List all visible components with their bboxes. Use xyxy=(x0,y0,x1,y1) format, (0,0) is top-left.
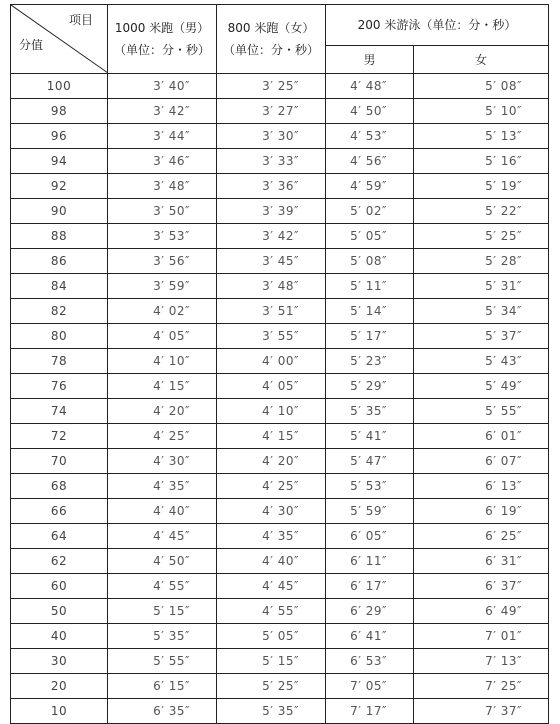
swim-male-cell: 4′ 56″ xyxy=(326,149,414,174)
run800-cell: 4′ 20″ xyxy=(217,449,326,474)
run1000-cell: 4′ 15″ xyxy=(108,374,217,399)
diagonal-header-cell xyxy=(11,5,108,74)
run1000-cell: 5′ 55″ xyxy=(108,649,217,674)
run800-cell: 4′ 45″ xyxy=(217,574,326,599)
table-row xyxy=(11,399,549,424)
run800-cell: 4′ 00″ xyxy=(217,349,326,374)
swim-male-cell: 6′ 05″ xyxy=(326,524,414,549)
run1000-title: 1000 米跑（男） xyxy=(114,21,210,35)
swim-male-cell: 6′ 53″ xyxy=(326,649,414,674)
swim-female-cell: 5′ 28″ xyxy=(414,249,549,274)
score-cell: 10 xyxy=(11,699,108,724)
swim-female-cell: 5′ 55″ xyxy=(414,399,549,424)
run800-cell: 4′ 40″ xyxy=(217,549,326,574)
score-cell: 40 xyxy=(11,624,108,649)
run800-cell: 5′ 25″ xyxy=(217,674,326,699)
swim-female-cell: 5′ 37″ xyxy=(414,324,549,349)
run800-cell: 3′ 33″ xyxy=(217,149,326,174)
run800-cell: 4′ 15″ xyxy=(217,424,326,449)
swim-female-cell: 7′ 25″ xyxy=(414,674,549,699)
run1000-cell: 3′ 48″ xyxy=(108,174,217,199)
swim-female-cell: 6′ 19″ xyxy=(414,499,549,524)
swim-female-cell: 6′ 01″ xyxy=(414,424,549,449)
score-cell: 82 xyxy=(11,299,108,324)
run800-cell: 4′ 30″ xyxy=(217,499,326,524)
score-cell: 70 xyxy=(11,449,108,474)
swim-female-cell: 7′ 01″ xyxy=(414,624,549,649)
run800-cell: 3′ 51″ xyxy=(217,299,326,324)
run800-cell: 3′ 25″ xyxy=(217,74,326,99)
score-cell: 74 xyxy=(11,399,108,424)
swim-male-cell: 5′ 17″ xyxy=(326,324,414,349)
score-label: 分值 xyxy=(19,38,44,52)
swim-male-cell: 5′ 41″ xyxy=(326,424,414,449)
swim-female-cell: 6′ 37″ xyxy=(414,574,549,599)
run1000-cell: 3′ 56″ xyxy=(108,249,217,274)
table-header xyxy=(11,5,549,74)
run800-cell: 3′ 39″ xyxy=(217,199,326,224)
run1000-cell: 4′ 05″ xyxy=(108,324,217,349)
swim-female-cell: 6′ 49″ xyxy=(414,599,549,624)
score-cell: 80 xyxy=(11,324,108,349)
score-cell: 88 xyxy=(11,224,108,249)
score-cell: 100 xyxy=(11,74,108,99)
run800-title: 800 米跑（女） xyxy=(227,21,315,35)
score-cell: 60 xyxy=(11,574,108,599)
swim-male-cell: 5′ 59″ xyxy=(326,499,414,524)
swim-female-cell: 5′ 34″ xyxy=(414,299,549,324)
swim-male-cell: 6′ 11″ xyxy=(326,549,414,574)
swim-male-cell: 5′ 02″ xyxy=(326,199,414,224)
run800-cell: 4′ 10″ xyxy=(217,399,326,424)
run800-cell: 4′ 25″ xyxy=(217,474,326,499)
run1000-cell: 4′ 30″ xyxy=(108,449,217,474)
swim-female-cell: 5′ 22″ xyxy=(414,199,549,224)
run1000-cell: 4′ 35″ xyxy=(108,474,217,499)
table-row xyxy=(11,99,549,124)
swim-female-cell: 5′ 13″ xyxy=(414,124,549,149)
swim-female-cell: 5′ 10″ xyxy=(414,99,549,124)
table-body xyxy=(11,74,549,724)
run1000-cell: 3′ 44″ xyxy=(108,124,217,149)
run1000-cell: 4′ 10″ xyxy=(108,349,217,374)
swim-male-cell: 5′ 05″ xyxy=(326,224,414,249)
swim-male-cell: 5′ 23″ xyxy=(326,349,414,374)
table-row xyxy=(11,299,549,324)
score-cell: 68 xyxy=(11,474,108,499)
swim-female-cell: 5′ 16″ xyxy=(414,149,549,174)
swim-male-cell: 5′ 11″ xyxy=(326,274,414,299)
table-row xyxy=(11,224,549,249)
table-row xyxy=(11,324,549,349)
swim-female-cell: 7′ 13″ xyxy=(414,649,549,674)
run1000-cell: 5′ 35″ xyxy=(108,624,217,649)
run1000-cell: 3′ 59″ xyxy=(108,274,217,299)
table-row xyxy=(11,199,549,224)
score-cell: 62 xyxy=(11,549,108,574)
run800-cell: 3′ 27″ xyxy=(217,99,326,124)
swim-male-cell: 6′ 17″ xyxy=(326,574,414,599)
score-cell: 64 xyxy=(11,524,108,549)
run1000-cell: 4′ 40″ xyxy=(108,499,217,524)
run1000-cell: 4′ 45″ xyxy=(108,524,217,549)
swim-male-cell: 7′ 17″ xyxy=(326,699,414,724)
run1000-cell: 6′ 15″ xyxy=(108,674,217,699)
score-cell: 66 xyxy=(11,499,108,524)
run800-unit: （单位：分・秒） xyxy=(222,43,319,57)
swim-female-cell: 7′ 37″ xyxy=(414,699,549,724)
run800-cell: 3′ 55″ xyxy=(217,324,326,349)
table-row xyxy=(11,499,549,524)
swim-female-cell: 6′ 31″ xyxy=(414,549,549,574)
score-cell: 84 xyxy=(11,274,108,299)
swim-female-cell: 5′ 31″ xyxy=(414,274,549,299)
swim-female-cell: 5′ 49″ xyxy=(414,374,549,399)
table-row xyxy=(11,649,549,674)
score-table-sheet xyxy=(10,4,548,724)
run1000-cell: 4′ 50″ xyxy=(108,549,217,574)
score-cell: 86 xyxy=(11,249,108,274)
table-row xyxy=(11,424,549,449)
table-row xyxy=(11,599,549,624)
run1000-cell: 3′ 53″ xyxy=(108,224,217,249)
table-row xyxy=(11,674,549,699)
table-row xyxy=(11,149,549,174)
score-cell: 90 xyxy=(11,199,108,224)
run800-cell: 3′ 42″ xyxy=(217,224,326,249)
swim-male-cell: 7′ 05″ xyxy=(326,674,414,699)
run1000-cell: 4′ 55″ xyxy=(108,574,217,599)
run800-cell: 5′ 05″ xyxy=(217,624,326,649)
score-cell: 30 xyxy=(11,649,108,674)
table-row xyxy=(11,574,549,599)
table-row xyxy=(11,124,549,149)
run1000-cell: 3′ 40″ xyxy=(108,74,217,99)
score-cell: 76 xyxy=(11,374,108,399)
swim-male-cell: 6′ 29″ xyxy=(326,599,414,624)
table-row xyxy=(11,349,549,374)
table-row xyxy=(11,524,549,549)
run800-cell: 3′ 30″ xyxy=(217,124,326,149)
score-cell: 94 xyxy=(11,149,108,174)
swim-male-cell: 5′ 53″ xyxy=(326,474,414,499)
score-cell: 72 xyxy=(11,424,108,449)
run1000-cell: 5′ 15″ xyxy=(108,599,217,624)
run800-cell: 4′ 05″ xyxy=(217,374,326,399)
score-cell: 92 xyxy=(11,174,108,199)
swim-male-cell: 6′ 41″ xyxy=(326,624,414,649)
swim-male-cell: 5′ 29″ xyxy=(326,374,414,399)
table-row xyxy=(11,449,549,474)
item-label: 项目 xyxy=(68,13,93,27)
score-cell: 96 xyxy=(11,124,108,149)
swim-male-cell: 5′ 08″ xyxy=(326,249,414,274)
run1000-header xyxy=(108,5,217,74)
run1000-cell: 4′ 25″ xyxy=(108,424,217,449)
score-cell: 50 xyxy=(11,599,108,624)
run1000-cell: 4′ 02″ xyxy=(108,299,217,324)
swim-female-cell: 5′ 19″ xyxy=(414,174,549,199)
swim-female-cell: 5′ 08″ xyxy=(414,74,549,99)
swim-male-cell: 4′ 59″ xyxy=(326,174,414,199)
run800-cell: 5′ 35″ xyxy=(217,699,326,724)
swim-male-cell: 5′ 47″ xyxy=(326,449,414,474)
run1000-unit: （单位：分・秒） xyxy=(113,43,210,57)
run1000-cell: 3′ 42″ xyxy=(108,99,217,124)
table-row xyxy=(11,624,549,649)
score-cell: 78 xyxy=(11,349,108,374)
swim-female-cell: 6′ 07″ xyxy=(414,449,549,474)
table-row xyxy=(11,249,549,274)
swim-header: 200 米游泳（单位：分・秒） xyxy=(326,5,549,46)
swim-female-header: 女 xyxy=(414,45,549,73)
score-cell: 20 xyxy=(11,674,108,699)
table-row xyxy=(11,474,549,499)
run1000-cell: 6′ 35″ xyxy=(108,699,217,724)
swim-female-cell: 6′ 13″ xyxy=(414,474,549,499)
run800-cell: 3′ 48″ xyxy=(217,274,326,299)
table-row xyxy=(11,374,549,399)
table-row xyxy=(11,274,549,299)
run800-cell: 3′ 45″ xyxy=(217,249,326,274)
run800-cell: 5′ 15″ xyxy=(217,649,326,674)
run1000-cell: 3′ 50″ xyxy=(108,199,217,224)
run1000-cell: 3′ 46″ xyxy=(108,149,217,174)
table-row xyxy=(11,174,549,199)
score-cell: 98 xyxy=(11,99,108,124)
swim-male-cell: 4′ 50″ xyxy=(326,99,414,124)
swim-male-header: 男 xyxy=(326,45,414,73)
table-row xyxy=(11,549,549,574)
table-row xyxy=(11,699,549,724)
swim-male-cell: 5′ 35″ xyxy=(326,399,414,424)
swim-male-cell: 4′ 53″ xyxy=(326,124,414,149)
swim-female-cell: 5′ 25″ xyxy=(414,224,549,249)
swim-female-cell: 6′ 25″ xyxy=(414,524,549,549)
table-row xyxy=(11,74,549,99)
swim-male-cell: 5′ 14″ xyxy=(326,299,414,324)
swim-male-cell: 4′ 48″ xyxy=(326,74,414,99)
run1000-cell: 4′ 20″ xyxy=(108,399,217,424)
run800-header xyxy=(217,5,326,74)
run800-cell: 4′ 55″ xyxy=(217,599,326,624)
score-table xyxy=(10,4,549,724)
run800-cell: 4′ 35″ xyxy=(217,524,326,549)
swim-female-cell: 5′ 43″ xyxy=(414,349,549,374)
run800-cell: 3′ 36″ xyxy=(217,174,326,199)
